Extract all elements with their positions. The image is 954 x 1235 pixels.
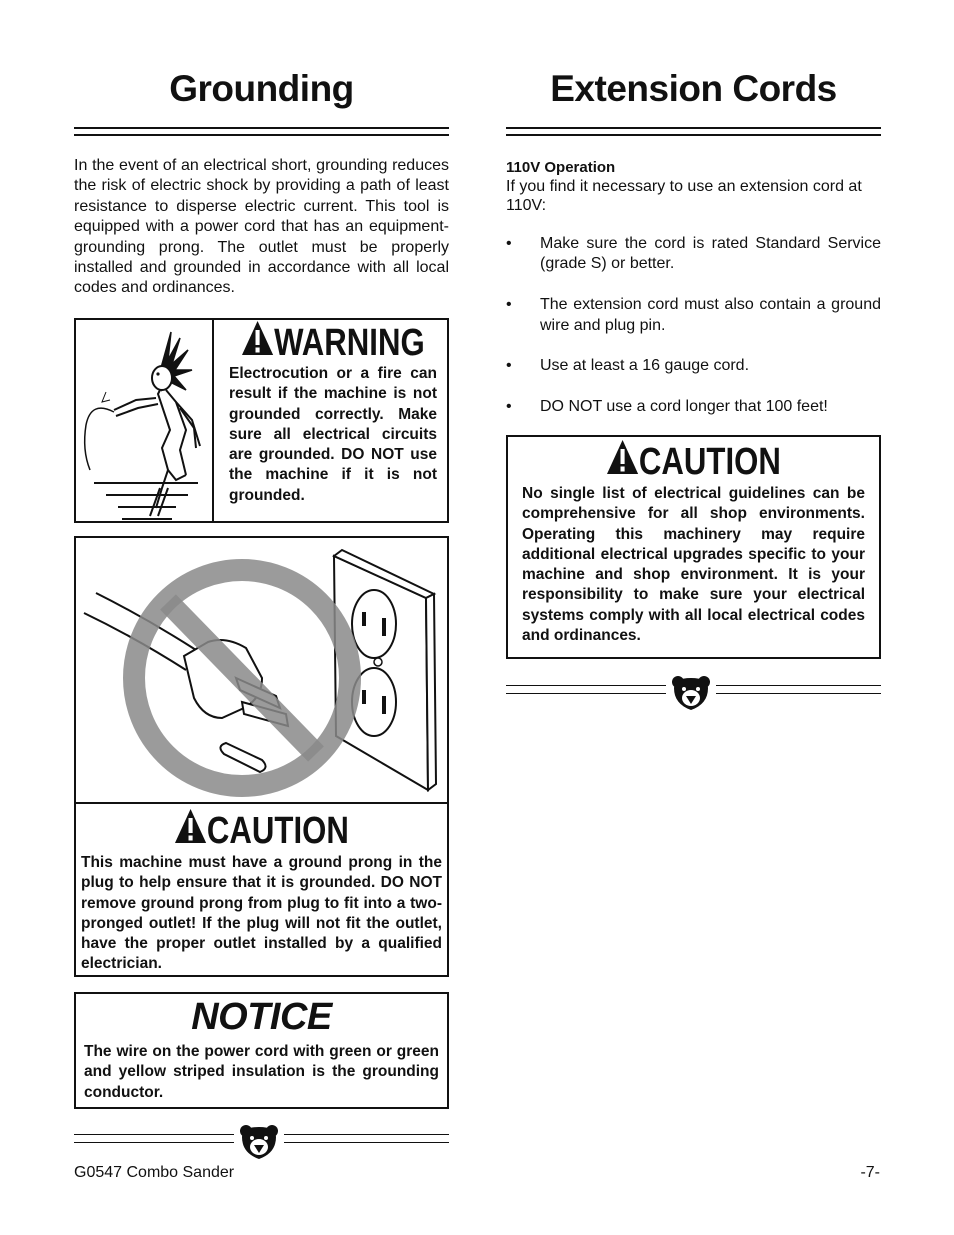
footer-model: G0547 Combo Sander [74, 1164, 235, 1181]
bear-divider [506, 672, 881, 712]
plug-caution [76, 806, 447, 975]
extension-bullet-list [506, 234, 881, 438]
exclamation-triangle-icon [174, 808, 207, 854]
notice-title [84, 996, 439, 1042]
divider-line-left [74, 1134, 234, 1143]
warning-box [74, 318, 449, 523]
divider-line-right [284, 1134, 449, 1143]
extension-subheading: 110V Operation [506, 159, 616, 176]
electrocution-illustration [76, 320, 214, 521]
bullet-text: The extension cord must also contain a ground wire and plug pin. [540, 296, 881, 334]
electrocuted-person-icon [76, 320, 212, 521]
list-item: • DO NOT use a cord longer that 100 feet! [506, 398, 828, 416]
grounding-body: In the event of an electrical short, grounding reduces the risk of electric shock by providing a path of least resistance to disperse electric current. This tool is equipped with a power cord that has an equipment-grounding prong. The outlet must be properly installed and grounded in accordance with all local codes and ordinances. [74, 157, 449, 297]
warning-text: Electrocution or a fire can result if the machine is not grounded correctly. Make sure all electrical circuits are grounded. DO NOT use the machine if it is not grounded. [229, 365, 437, 504]
extension-heading: Extension Cords [550, 68, 837, 109]
extension-intro-text: If you find it necessary to use an extension cord at 110V: [506, 178, 862, 214]
caution-word: CAUTION [638, 440, 781, 483]
extension-caution-box [506, 435, 881, 659]
caution-text: No single list of electrical guidelines can be comprehensive for all shop environments. Operating this machinery may require additional electrical upgrades specific to your machine and shop environment. It is your responsibility to make sure your electrical systems comply with all local electrical codes and ordinances. [522, 485, 865, 645]
no-ground-plug-icon [76, 538, 447, 804]
warning-title [248, 321, 425, 364]
warning-content [215, 320, 449, 521]
grounding-heading: Grounding [169, 68, 354, 109]
notice-text: The wire on the power cord with green or green and yellow striped insulation is the grounding conductor. [84, 1043, 439, 1101]
notice-box [74, 992, 449, 1109]
list-item: • Make sure the cord is rated Standard Service (grade S) or better. [506, 235, 881, 273]
warning-word: WARNING [274, 321, 425, 364]
bullet-text: Use at least a 16 gauge cord. [540, 357, 750, 375]
list-item: • Use at least a 16 gauge cord. [506, 357, 750, 375]
extension-intro [506, 158, 881, 215]
list-item: • The extension cord must also contain a ground wire and plug pin. [506, 296, 881, 334]
outlet-illustration [76, 538, 447, 804]
caution-title [113, 809, 409, 853]
heading-rule [74, 127, 449, 136]
bullet-text: Make sure the cord is rated Standard Service (grade S) or better. [540, 235, 881, 273]
bullet-text: DO NOT use a cord longer that 100 feet! [540, 398, 828, 416]
bear-head-icon [238, 1123, 280, 1161]
bear-head-icon [670, 674, 712, 712]
divider-line-right [716, 685, 881, 694]
exclamation-triangle-icon [606, 439, 639, 485]
caution-word: CAUTION [206, 809, 349, 852]
notice-word: NOTICE [191, 996, 332, 1038]
heading-rule [506, 127, 881, 136]
page-number: -7- [860, 1164, 880, 1181]
bear-divider [74, 1121, 449, 1161]
caution-title [553, 440, 834, 484]
divider-line-left [506, 685, 666, 694]
plug-caution-box [74, 536, 449, 977]
exclamation-triangle-icon [241, 320, 274, 366]
caution-text: This machine must have a ground prong in the plug to help ensure that it is grounded. DO NOT remove ground prong from plug to fit into a two-pronged outlet! If the plug will not fit the outlet, have the proper outlet installed by a qualified electrician. [81, 854, 442, 973]
